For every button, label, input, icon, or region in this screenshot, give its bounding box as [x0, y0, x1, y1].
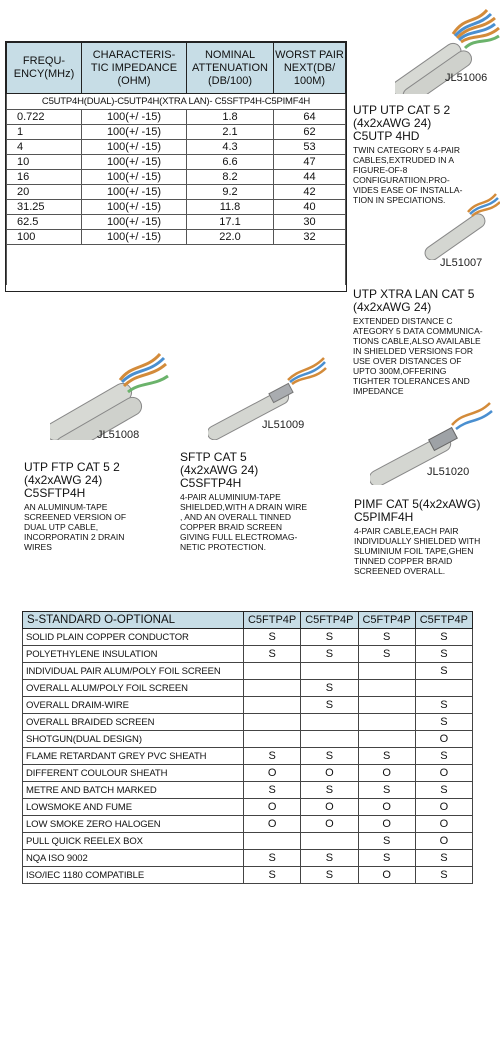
- options-row: [23, 629, 473, 646]
- desc-line: 4-PAIR ALUMINIUM-TAPE: [180, 492, 281, 502]
- option-value-cell: O: [415, 816, 472, 833]
- desc-line: UPTO 300M,OFFERING: [353, 366, 447, 376]
- product-code-jl51006: JL51006: [445, 72, 488, 84]
- feature-label: PULL QUICK REELEX BOX: [23, 833, 244, 850]
- product-title: PIMF CAT 5(4x2xAWG): [354, 497, 481, 511]
- worst-pair-cell: 64: [274, 110, 346, 125]
- worst-pair-cell: 44: [274, 170, 346, 185]
- option-value-cell: S: [358, 782, 415, 799]
- option-value-cell: [358, 731, 415, 748]
- options-row: [23, 816, 473, 833]
- options-column-header: C5FTP4P: [415, 612, 472, 629]
- option-value-cell: S: [301, 782, 358, 799]
- option-value-cell: [244, 731, 301, 748]
- option-value-cell: [244, 833, 301, 850]
- option-value-cell: [301, 833, 358, 850]
- header-frequency: FREQU- ENCY(MHz): [7, 43, 82, 94]
- product-title: (4x2xAWG 24): [353, 116, 432, 130]
- worst-pair-cell: 62: [274, 125, 346, 140]
- options-column-header: C5FTP4P: [244, 612, 301, 629]
- option-value-cell: S: [358, 850, 415, 867]
- option-value-cell: S: [244, 748, 301, 765]
- option-value-cell: S: [415, 646, 472, 663]
- attenuation-cell: 1.8: [187, 110, 274, 125]
- spec-row: [7, 170, 346, 185]
- spec-row: [7, 110, 346, 125]
- options-row: [23, 867, 473, 884]
- spec-header-row: [7, 43, 346, 94]
- desc-line: GIVING FULL ELECTROMAG-: [180, 532, 298, 542]
- desc-line: NETIC PROTECTION.: [180, 542, 266, 552]
- spec-empty-row: [7, 245, 346, 286]
- spec-subheader: C5UTP4H(DUAL)-C5UTP4H(XTRA LAN)- C5SFTP4H-C5PIMF4H: [7, 94, 346, 110]
- spec-subheader-row: [7, 94, 346, 110]
- option-value-cell: S: [244, 867, 301, 884]
- option-value-cell: [358, 697, 415, 714]
- feature-label: OVERALL ALUM/POLY FOIL SCREEN: [23, 680, 244, 697]
- product-title: SFTP CAT 5: [180, 450, 247, 464]
- option-value-cell: O: [301, 816, 358, 833]
- attenuation-cell: 22.0: [187, 230, 274, 245]
- option-value-cell: [244, 714, 301, 731]
- spec-row: [7, 200, 346, 215]
- worst-pair-cell: 40: [274, 200, 346, 215]
- attenuation-cell: 6.6: [187, 155, 274, 170]
- impedance-cell: 100(+/ -15): [82, 125, 187, 140]
- desc-line: SLUMINIUM FOIL TAPE,GHEN: [354, 546, 474, 556]
- spec-row: [7, 155, 346, 170]
- product-block-jl51007: [353, 288, 498, 396]
- option-value-cell: S: [358, 748, 415, 765]
- desc-line: TIONS CABLE,ALSO AVAILABLE: [353, 336, 481, 346]
- option-value-cell: [244, 697, 301, 714]
- option-value-cell: [358, 714, 415, 731]
- option-value-cell: O: [415, 765, 472, 782]
- options-table: [22, 611, 473, 884]
- frequency-cell: 16: [7, 170, 82, 185]
- desc-line: EXTENDED DISTANCE C: [353, 316, 453, 326]
- worst-pair-cell: 53: [274, 140, 346, 155]
- desc-line: SCREENED VERSION OF: [24, 512, 127, 522]
- option-value-cell: O: [358, 765, 415, 782]
- frequency-cell: 0.722: [7, 110, 82, 125]
- worst-pair-cell: 32: [274, 230, 346, 245]
- desc-line: TIGHTER TOLERANCES AND: [353, 376, 470, 386]
- product-block-jl51006: [353, 104, 498, 205]
- impedance-cell: 100(+/ -15): [82, 185, 187, 200]
- spec-row: [7, 185, 346, 200]
- desc-line: TWIN CATEGORY 5 4-PAIR: [353, 145, 461, 155]
- option-value-cell: O: [358, 799, 415, 816]
- option-value-cell: O: [244, 799, 301, 816]
- option-value-cell: O: [415, 799, 472, 816]
- product-title: (4x2xAWG 24): [180, 463, 259, 477]
- option-value-cell: [415, 680, 472, 697]
- spec-row: [7, 230, 346, 245]
- feature-label: FLAME RETARDANT GREY PVC SHEATH: [23, 748, 244, 765]
- spec-table: [5, 41, 347, 292]
- desc-line: IMPEDANCE: [353, 386, 404, 396]
- option-value-cell: S: [244, 782, 301, 799]
- option-value-cell: S: [244, 629, 301, 646]
- option-value-cell: O: [415, 833, 472, 850]
- desc-line: USE OVER DISTANCES OF: [353, 356, 462, 366]
- frequency-cell: 4: [7, 140, 82, 155]
- option-value-cell: [301, 714, 358, 731]
- impedance-cell: 100(+/ -15): [82, 230, 187, 245]
- option-value-cell: S: [244, 646, 301, 663]
- options-row: [23, 646, 473, 663]
- product-description: [353, 145, 498, 205]
- feature-label: INDIVIDUAL PAIR ALUM/POLY FOIL SCREEN: [23, 663, 244, 680]
- spec-empty-cell: [7, 245, 346, 286]
- desc-line: IN SHIELDED VERSIONS FOR: [353, 346, 473, 356]
- option-value-cell: O: [358, 867, 415, 884]
- options-row: [23, 833, 473, 850]
- desc-line: CONFIGURATIION.PRO-: [353, 175, 450, 185]
- options-column-header: C5FTP4P: [358, 612, 415, 629]
- product-description: [24, 502, 174, 552]
- feature-label: ISO/IEC 1180 COMPATIBLE: [23, 867, 244, 884]
- option-value-cell: O: [358, 816, 415, 833]
- option-value-cell: [244, 680, 301, 697]
- product-title: (4x2xAWG 24): [24, 473, 103, 487]
- option-value-cell: S: [301, 850, 358, 867]
- feature-label: LOW SMOKE ZERO HALOGEN: [23, 816, 244, 833]
- product-title: C5SFTP4H: [180, 476, 242, 490]
- desc-line: INCORPORATIN 2 DRAIN: [24, 532, 125, 542]
- options-legend: S-STANDARD O-OPTIONAL: [23, 612, 244, 629]
- attenuation-cell: 4.3: [187, 140, 274, 155]
- product-code-jl51008: JL51008: [97, 429, 140, 441]
- options-row: [23, 697, 473, 714]
- product-title: C5UTP 4HD: [353, 129, 420, 143]
- option-value-cell: S: [301, 646, 358, 663]
- ftp-twin-cable-icon: [50, 354, 168, 440]
- worst-pair-cell: 30: [274, 215, 346, 230]
- desc-line: CABLES,EXTRUDED IN A: [353, 155, 455, 165]
- frequency-cell: 31.25: [7, 200, 82, 215]
- attenuation-cell: 2.1: [187, 125, 274, 140]
- product-title: UTP XTRA LAN CAT 5: [353, 287, 475, 301]
- option-value-cell: S: [358, 646, 415, 663]
- desc-line: AN ALUMINUM-TAPE: [24, 502, 108, 512]
- impedance-cell: 100(+/ -15): [82, 110, 187, 125]
- attenuation-cell: 8.2: [187, 170, 274, 185]
- product-block-jl51009: [180, 451, 340, 552]
- product-block-jl51020: [354, 498, 499, 576]
- option-value-cell: S: [301, 748, 358, 765]
- feature-label: METRE AND BATCH MARKED: [23, 782, 244, 799]
- option-value-cell: S: [301, 867, 358, 884]
- feature-label: SHOTGUN(DUAL DESIGN): [23, 731, 244, 748]
- options-row: [23, 765, 473, 782]
- options-row: [23, 731, 473, 748]
- option-value-cell: O: [301, 799, 358, 816]
- spec-row: [7, 125, 346, 140]
- impedance-cell: 100(+/ -15): [82, 215, 187, 230]
- impedance-cell: 100(+/ -15): [82, 200, 187, 215]
- feature-label: OVERALL BRAIDED SCREEN: [23, 714, 244, 731]
- feature-label: POLYETHYLENE INSULATION: [23, 646, 244, 663]
- desc-line: SCREENED OVERALL.: [354, 566, 446, 576]
- attenuation-cell: 11.8: [187, 200, 274, 215]
- option-value-cell: S: [301, 680, 358, 697]
- option-value-cell: S: [415, 697, 472, 714]
- frequency-cell: 62.5: [7, 215, 82, 230]
- desc-line: FIGURE-OF-8: [353, 165, 408, 175]
- desc-line: 4-PAIR CABLE,EACH PAIR: [354, 526, 459, 536]
- product-title: (4x2xAWG 24): [353, 300, 432, 314]
- desc-line: WIRES: [24, 542, 52, 552]
- feature-label: NQA ISO 9002: [23, 850, 244, 867]
- frequency-cell: 20: [7, 185, 82, 200]
- option-value-cell: S: [415, 867, 472, 884]
- product-code-jl51007: JL51007: [440, 257, 483, 269]
- option-value-cell: S: [415, 782, 472, 799]
- desc-line: SHIELDED,WITH A DRAIN WIRE: [180, 502, 308, 512]
- frequency-cell: 1: [7, 125, 82, 140]
- desc-line: COPPER BRAID SCREEN: [180, 522, 283, 532]
- feature-label: OVERALL DRAIM-WIRE: [23, 697, 244, 714]
- frequency-cell: 100: [7, 230, 82, 245]
- option-value-cell: S: [415, 850, 472, 867]
- option-value-cell: S: [358, 629, 415, 646]
- attenuation-cell: 17.1: [187, 215, 274, 230]
- options-row: [23, 782, 473, 799]
- product-code-jl51009: JL51009: [262, 419, 305, 431]
- feature-label: DIFFERENT COULOUR SHEATH: [23, 765, 244, 782]
- options-row: [23, 663, 473, 680]
- option-value-cell: [301, 663, 358, 680]
- desc-line: ATEGORY 5 DATA COMMUNICA-: [353, 326, 483, 336]
- options-row: [23, 714, 473, 731]
- options-row: [23, 680, 473, 697]
- impedance-cell: 100(+/ -15): [82, 170, 187, 185]
- options-column-header: C5FTP4P: [301, 612, 358, 629]
- option-value-cell: S: [301, 697, 358, 714]
- cable-image-jl51008: [50, 340, 170, 440]
- feature-label: LOWSMOKE AND FUME: [23, 799, 244, 816]
- product-description: [353, 316, 498, 396]
- header-attenuation: NOMINAL ATTENUATION (DB/100): [187, 43, 274, 94]
- product-title: UTP UTP CAT 5 2: [353, 103, 451, 117]
- product-title: C5SFTP4H: [24, 486, 86, 500]
- options-row: [23, 850, 473, 867]
- desc-line: VIDES EASE OF INSTALLA-: [353, 185, 463, 195]
- spec-row: [7, 215, 346, 230]
- product-description: [180, 492, 340, 552]
- desc-line: TION IN SPECIATIONS.: [353, 195, 446, 205]
- impedance-cell: 100(+/ -15): [82, 155, 187, 170]
- desc-line: TINNED COPPER BRAID: [354, 556, 453, 566]
- option-value-cell: O: [244, 765, 301, 782]
- option-value-cell: [358, 663, 415, 680]
- option-value-cell: S: [301, 629, 358, 646]
- option-value-cell: [358, 680, 415, 697]
- desc-line: INDIVIDUALLY SHIELDED WITH: [354, 536, 481, 546]
- impedance-cell: 100(+/ -15): [82, 140, 187, 155]
- option-value-cell: S: [415, 663, 472, 680]
- option-value-cell: S: [415, 629, 472, 646]
- option-value-cell: S: [358, 833, 415, 850]
- option-value-cell: O: [301, 765, 358, 782]
- option-value-cell: O: [244, 816, 301, 833]
- frequency-cell: 10: [7, 155, 82, 170]
- options-row: [23, 748, 473, 765]
- spec-row: [7, 140, 346, 155]
- options-header-row: [23, 612, 473, 629]
- product-title: UTP FTP CAT 5 2: [24, 460, 120, 474]
- option-value-cell: S: [415, 748, 472, 765]
- header-worst-pair: WORST PAIR NEXT(DB/ 100M): [274, 43, 346, 94]
- option-value-cell: O: [415, 731, 472, 748]
- worst-pair-cell: 47: [274, 155, 346, 170]
- option-value-cell: S: [244, 850, 301, 867]
- option-value-cell: S: [415, 714, 472, 731]
- option-value-cell: [244, 663, 301, 680]
- options-row: [23, 799, 473, 816]
- product-description: [354, 526, 499, 576]
- desc-line: DUAL UTP CABLE,: [24, 522, 99, 532]
- option-value-cell: [301, 731, 358, 748]
- feature-label: SOLID PLAIN COPPER CONDUCTOR: [23, 629, 244, 646]
- product-block-jl51008: [24, 461, 174, 552]
- product-title: C5PIMF4H: [354, 510, 414, 524]
- desc-line: , AND AN OVERALL TINNED: [180, 512, 292, 522]
- worst-pair-cell: 42: [274, 185, 346, 200]
- product-code-jl51020: JL51020: [427, 466, 470, 478]
- attenuation-cell: 9.2: [187, 185, 274, 200]
- header-impedance: CHARACTERIS- TIC IMPEDANCE (OHM): [82, 43, 187, 94]
